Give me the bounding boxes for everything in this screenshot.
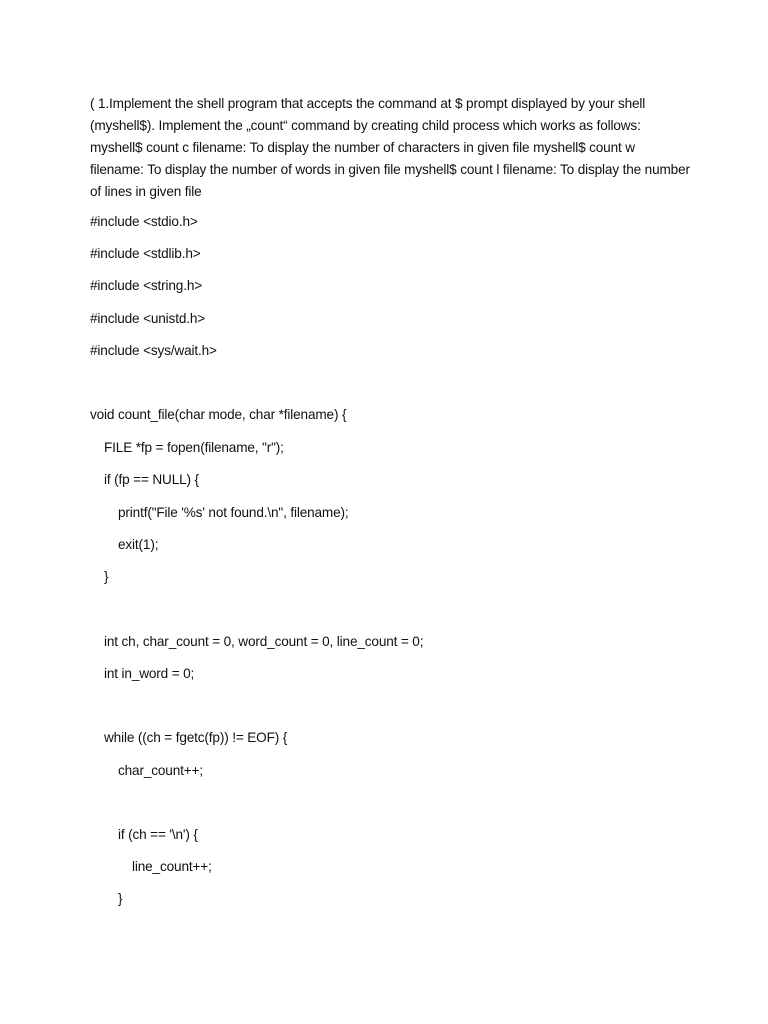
exit-line: exit(1);: [118, 537, 159, 552]
null-check-line: if (fp == NULL) {: [104, 472, 199, 487]
in-word-declaration-line: int in_word = 0;: [104, 666, 195, 681]
function-signature-line: void count_file(char mode, char *filename) {: [90, 407, 347, 422]
problem-statement: ( 1.Implement the shell program that accepts the command at $ prompt displayed by your shell (myshell$). Implement the „count“ command by creating child process which works as follows: myshell$ count c filename: To display the number of characters in given file myshell$ count w filename: To display the number of words in given file myshell$ count l filename: To display the number of lines in given file: [90, 96, 690, 199]
printf-line: printf("File '%s' not found.\n", filename);: [118, 505, 349, 520]
newline-check-line: if (ch == '\n') {: [118, 827, 198, 842]
char-count-increment-line: char_count++;: [118, 763, 203, 778]
include-string-line: #include <string.h>: [90, 278, 203, 293]
include-stdio-line: #include <stdio.h>: [90, 214, 198, 229]
line-count-increment-line: line_count++;: [132, 859, 212, 874]
variable-declaration-line: int ch, char_count = 0, word_count = 0, line_count = 0;: [104, 634, 424, 649]
include-wait-line: #include <sys/wait.h>: [90, 343, 217, 358]
close-brace-line: }: [104, 569, 109, 584]
while-loop-line: while ((ch = fgetc(fp)) != EOF) {: [104, 730, 288, 745]
close-brace-line: }: [118, 891, 123, 906]
fopen-line: FILE *fp = fopen(filename, "r");: [104, 440, 284, 455]
include-unistd-line: #include <unistd.h>: [90, 311, 206, 326]
include-stdlib-line: #include <stdlib.h>: [90, 246, 201, 261]
